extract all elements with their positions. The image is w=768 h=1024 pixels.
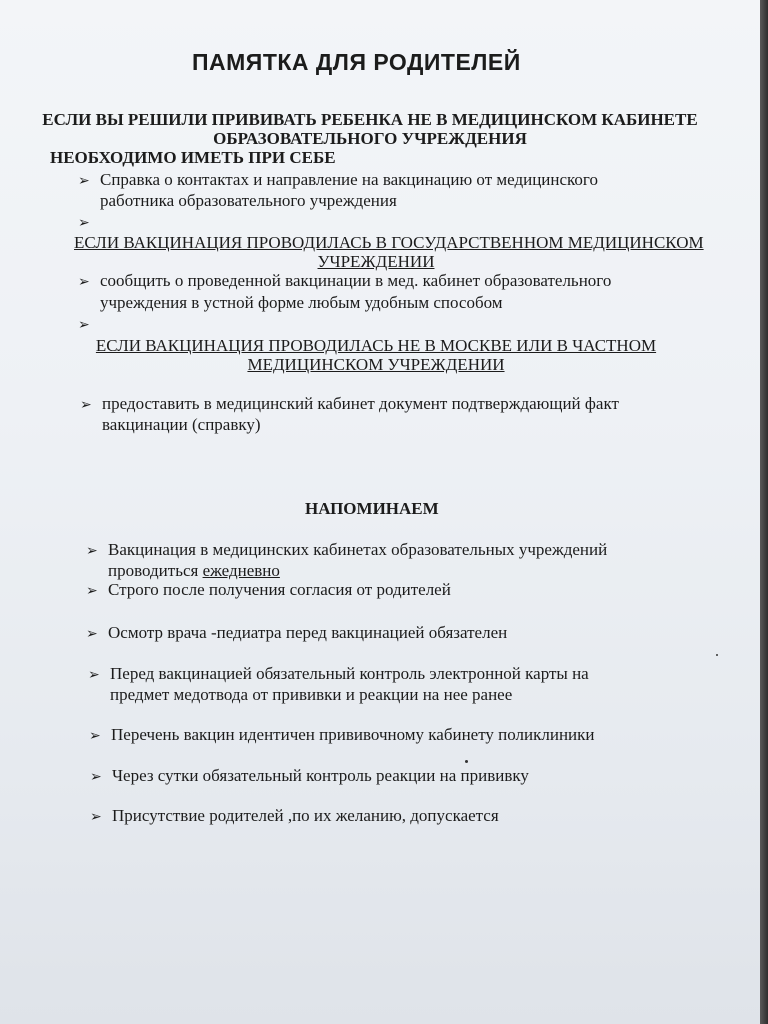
section1-heading-line1: ЕСЛИ ВЫ РЕШИЛИ ПРИВИВАТЬ РЕБЕНКА НЕ В МЕДИЦИНСКОМ КАБИНЕТЕ	[42, 110, 698, 129]
desk-background	[760, 0, 768, 1024]
bullet-arrow-icon: ➢	[86, 543, 98, 559]
section2-heading-line2: УЧРЕЖДЕНИИ	[317, 252, 435, 271]
bullet-arrow-icon: ➢	[88, 667, 100, 683]
bullet-arrow-icon: ➢	[80, 397, 92, 413]
reminder-heading: НАПОМИНАЕМ	[305, 499, 439, 518]
section2-heading-line1: ЕСЛИ ВАКЦИНАЦИЯ ПРОВОДИЛАСЬ В ГОСУДАРСТВЕННОМ МЕДИЦИНСКОМ	[74, 233, 704, 252]
section2-bullet1-line2: учреждения в устной форме любым удобным способом	[100, 293, 503, 312]
section1-heading-line2: ОБРАЗОВАТЕЛЬНОГО УЧРЕЖДЕНИЯ	[213, 129, 527, 148]
section1-subheading: НЕОБХОДИМО ИМЕТЬ ПРИ СЕБЕ	[50, 148, 336, 167]
section3-bullet1-line1: предоставить в медицинский кабинет документ подтверждающий факт	[102, 394, 619, 413]
bullet-arrow-icon: ➢	[78, 173, 90, 189]
reminder-item4-line2: предмет медотвода от прививки и реакции на нее ранее	[110, 685, 513, 704]
reminder-item1-prefix: проводиться	[108, 561, 203, 580]
reminder-item7: Присутствие родителей ,по их желанию, допускается	[112, 806, 499, 825]
reminder-item6: Через сутки обязательный контроль реакции на прививку	[112, 766, 529, 785]
ink-speck	[465, 760, 468, 763]
reminder-item2: Строго после получения согласия от родителей	[108, 580, 451, 599]
page-title: ПАМЯТКА ДЛЯ РОДИТЕЛЕЙ	[192, 49, 521, 75]
reminder-item3: Осмотр врача -педиатра перед вакцинацией обязателен	[108, 623, 508, 642]
section2-bullet1-line1: сообщить о проведенной вакцинации в мед. кабинет образовательного	[100, 271, 612, 290]
bullet-arrow-icon: ➢	[78, 317, 90, 333]
reminder-item4-line1: Перед вакцинацией обязательный контроль электронной карты на	[110, 664, 589, 683]
bullet-arrow-icon: ➢	[78, 274, 90, 290]
bullet-arrow-icon: ➢	[89, 728, 101, 744]
section1-bullet1-line1: Справка о контактах и направление на вакцинацию от медицинского	[100, 170, 598, 189]
reminder-item5: Перечень вакцин идентичен прививочному кабинету поликлиники	[111, 725, 595, 744]
section3-bullet1-line2: вакцинации (справку)	[102, 415, 261, 434]
bullet-arrow-icon: ➢	[86, 626, 98, 642]
reminder-item1-line2	[108, 560, 280, 581]
ink-speck	[716, 654, 718, 656]
section3-heading-line1: ЕСЛИ ВАКЦИНАЦИЯ ПРОВОДИЛАСЬ НЕ В МОСКВЕ ИЛИ В ЧАСТНОМ	[95, 336, 657, 355]
bullet-arrow-icon: ➢	[86, 583, 98, 599]
bullet-arrow-icon: ➢	[78, 215, 90, 231]
bullet-arrow-icon: ➢	[90, 769, 102, 785]
bullet-arrow-icon: ➢	[90, 809, 102, 825]
section1-bullet1-line2: работника образовательного учреждения	[100, 191, 397, 210]
section3-heading-line2: МЕДИЦИНСКОМ УЧРЕЖДЕНИИ	[247, 355, 505, 374]
reminder-item1-line1: Вакцинация в медицинских кабинетах образовательных учреждений	[108, 540, 608, 559]
reminder-item1-underlined: ежедневно	[202, 561, 280, 580]
